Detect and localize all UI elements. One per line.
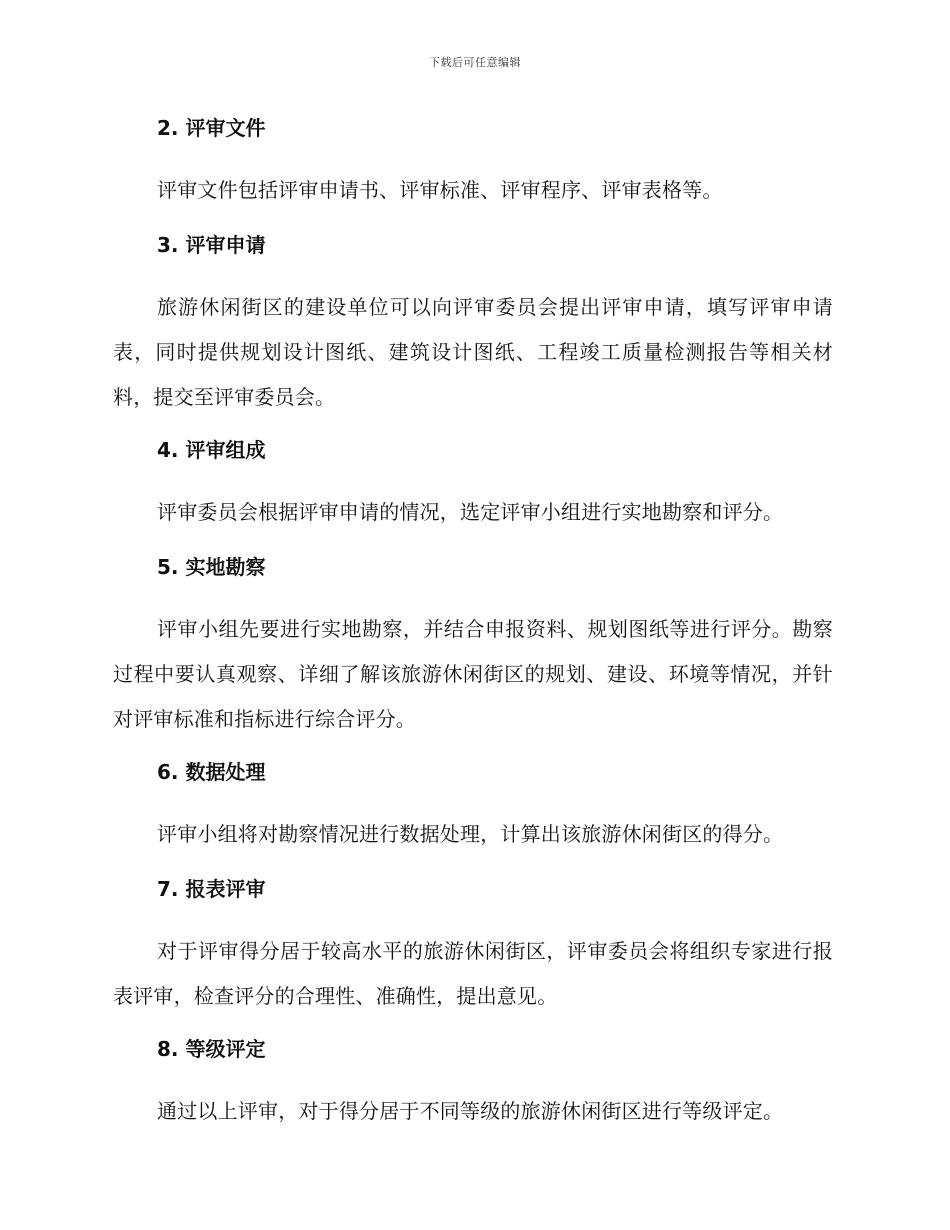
section-paragraph: 对于评审得分居于较高水平的旅游休闲街区，评审委员会将组织专家进行报表评审，检查评分的合理性、准确性，提出意见。 bbox=[113, 939, 833, 1008]
section-heading: 6. 数据处理 bbox=[157, 760, 266, 784]
section-paragraph: 通过以上评审，对于得分居于不同等级的旅游休闲街区进行等级评定。 bbox=[157, 1099, 784, 1123]
section-paragraph: 评审文件包括评审申请书、评审标准、评审程序、评审表格等。 bbox=[157, 178, 723, 202]
section-paragraph: 评审委员会根据评审申请的情况，选定评审小组进行实地勘察和评分。 bbox=[157, 500, 784, 524]
section-grade-rating bbox=[113, 1031, 833, 1134]
section-heading: 4. 评审组成 bbox=[157, 438, 266, 462]
section-report-review bbox=[113, 871, 833, 1019]
section-paragraph: 旅游休闲街区的建设单位可以向评审委员会提出评审申请，填写评审申请表，同时提供规划设计图纸、建筑设计图纸、工程竣工质量检测报告等相关材料，提交至评审委员会。 bbox=[113, 295, 833, 409]
section-data-processing bbox=[113, 754, 833, 857]
section-site-survey bbox=[113, 549, 833, 742]
section-review-composition bbox=[113, 432, 833, 535]
section-review-documents bbox=[113, 110, 833, 213]
section-heading: 7. 报表评审 bbox=[157, 877, 266, 901]
section-review-application bbox=[113, 227, 833, 420]
section-paragraph: 评审小组将对勘察情况进行数据处理，计算出该旅游休闲街区的得分。 bbox=[157, 822, 784, 846]
page-header-note: 下载后可任意编辑 bbox=[429, 56, 521, 69]
section-heading: 5. 实地勘察 bbox=[157, 555, 266, 579]
section-heading: 8. 等级评定 bbox=[157, 1037, 266, 1061]
section-heading: 2. 评审文件 bbox=[157, 116, 266, 140]
section-heading: 3. 评审申请 bbox=[157, 233, 266, 257]
section-paragraph: 评审小组先要进行实地勘察，并结合申报资料、规划图纸等进行评分。勘察过程中要认真观察、详细了解该旅游休闲街区的规划、建设、环境等情况，并针对评审标准和指标进行综合评分。 bbox=[113, 617, 833, 731]
document-body bbox=[113, 110, 833, 1148]
